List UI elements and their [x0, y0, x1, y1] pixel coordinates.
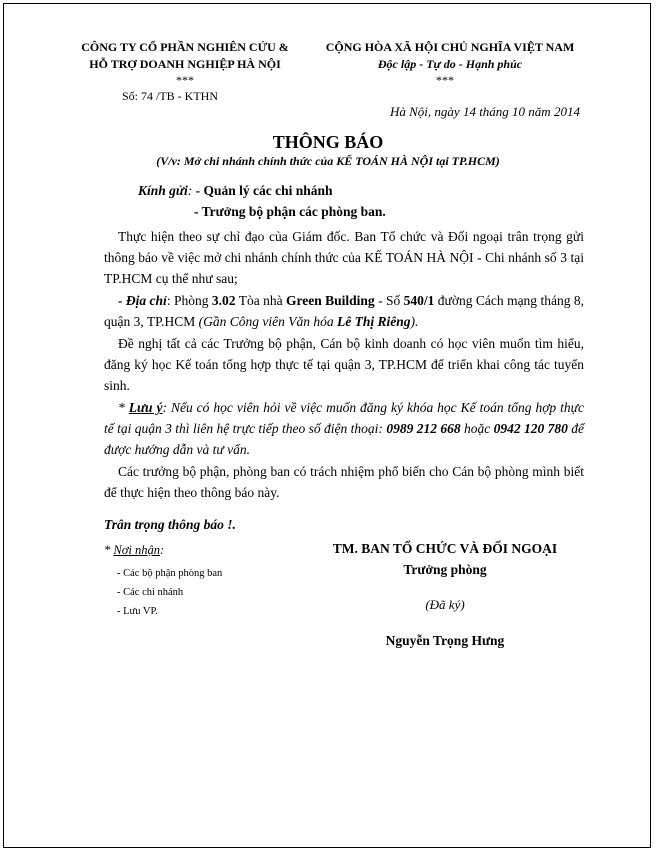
receivers-list [117, 564, 222, 621]
address-number: 540/1 [403, 293, 435, 308]
receivers-colon: : [159, 543, 165, 557]
request-text: Đề nghị tất cả các Trưởng bộ phận, Cán bộ kinh doanh có học viên muốn tìm hiểu, đăng ký học Kế toán tổng hợp thực tế tại quận 3, TP.HCM để triển khai công tác tuyển sinh. [104, 336, 584, 393]
address-text-4: đường Cách mạng tháng 8, quận 3, TP.HCM [104, 293, 584, 329]
address-text-3: - Số [374, 293, 404, 308]
company-stars: *** [176, 73, 194, 87]
recipients-colon: : [187, 183, 193, 198]
company-line-2: HỖ TRỢ DOANH NGHIỆP HÀ NỘI [89, 57, 281, 71]
company-line-1: CÔNG TY CỔ PHẦN NGHIÊN CỨU & [81, 40, 289, 54]
note-label: Lưu ý [128, 400, 163, 415]
note-star: * [118, 400, 129, 415]
note-text-2: hoặc [460, 421, 494, 436]
company-name [60, 40, 310, 72]
document-title: THÔNG BÁO [272, 132, 384, 152]
closing-line: Trân trọng thông báo !. [104, 517, 236, 532]
document-number: Số: 74 /TB - KTHN [122, 89, 218, 103]
signature-role: Trưởng phòng [403, 562, 487, 577]
paragraph-intro [104, 226, 584, 289]
signature-organization: TM. BAN TỔ CHỨC VÀ ĐỐI NGOẠI [332, 541, 558, 556]
paragraph-address [104, 290, 584, 332]
note-text-1: : Nếu có học viên hỏi về việc muốn đăng ký khóa học Kế toán tổng hợp thực tế tại quận 3 thì liên hệ trực tiếp theo số điện thoại: [104, 400, 584, 436]
receiver-item: - Lưu VP. [117, 606, 158, 617]
park-name: Lê Thị Riêng [337, 314, 411, 329]
receivers-heading [104, 543, 164, 558]
national-motto: Độc lập - Tự do - Hạnh phúc [377, 57, 523, 71]
address-text-1: Phòng [170, 293, 212, 308]
receivers-label: Nơi nhận [113, 543, 160, 557]
receiver-item: - Các chi nhánh [117, 587, 184, 598]
note-text-3: để được hướng dẫn và tư vấn. [104, 421, 585, 457]
paragraph-note [104, 397, 584, 460]
responsibility-text: Các trưởng bộ phận, phòng ban có trách nhiệm phổ biến cho Cán bộ phòng mình biết để thực hiện theo thông báo này. [104, 464, 584, 500]
address-note-end: ). [410, 314, 419, 329]
intro-text: Thực hiện theo sự chỉ đạo của Giám đốc. Ban Tổ chức và Đối ngoại trân trọng gửi thông báo về việc mở chi nhánh chính thức của KẾ TOÁN HÀ NỘI - Chi nhánh số 3 tại TP.HCM cụ thể như sau; [104, 229, 584, 286]
receivers-star: * [104, 543, 114, 557]
place-date: Hà Nội, ngày 14 tháng 10 năm 2014 [390, 104, 580, 119]
paragraph-responsibility [104, 461, 584, 503]
address-room: 3.02 [211, 293, 236, 308]
national-title: CỘNG HÒA XÃ HỘI CHỦ NGHĨA VIỆT NAM [325, 40, 575, 54]
recipient-2: - Trưởng bộ phận các phòng ban. [194, 204, 386, 219]
phone-2: 0942 120 780 [493, 421, 568, 436]
phone-1: 0989 212 668 [386, 421, 461, 436]
recipient-1: - Quản lý các chi nhánh [192, 183, 333, 198]
signature-signed: (Đã ký) [425, 597, 465, 612]
receiver-item: - Các bộ phận phòng ban [117, 568, 223, 579]
address-note: (Gần Công viên Văn hóa [198, 314, 337, 329]
address-colon: : [166, 293, 171, 308]
address-building: Green Building [285, 293, 375, 308]
address-text-2: Tòa nhà [235, 293, 286, 308]
recipients-line-1 [138, 183, 333, 199]
recipients-label: Kính gửi [138, 183, 188, 198]
document-subtitle: (V/v: Mở chi nhánh chính thức của KẾ TOÁN HÀ NỘI tại TP.HCM) [156, 154, 500, 168]
national-stars: *** [436, 73, 454, 87]
address-label: - Địa chỉ [118, 293, 167, 308]
paragraph-request [104, 333, 584, 396]
signature-name: Nguyễn Trọng Hưng [385, 633, 505, 648]
